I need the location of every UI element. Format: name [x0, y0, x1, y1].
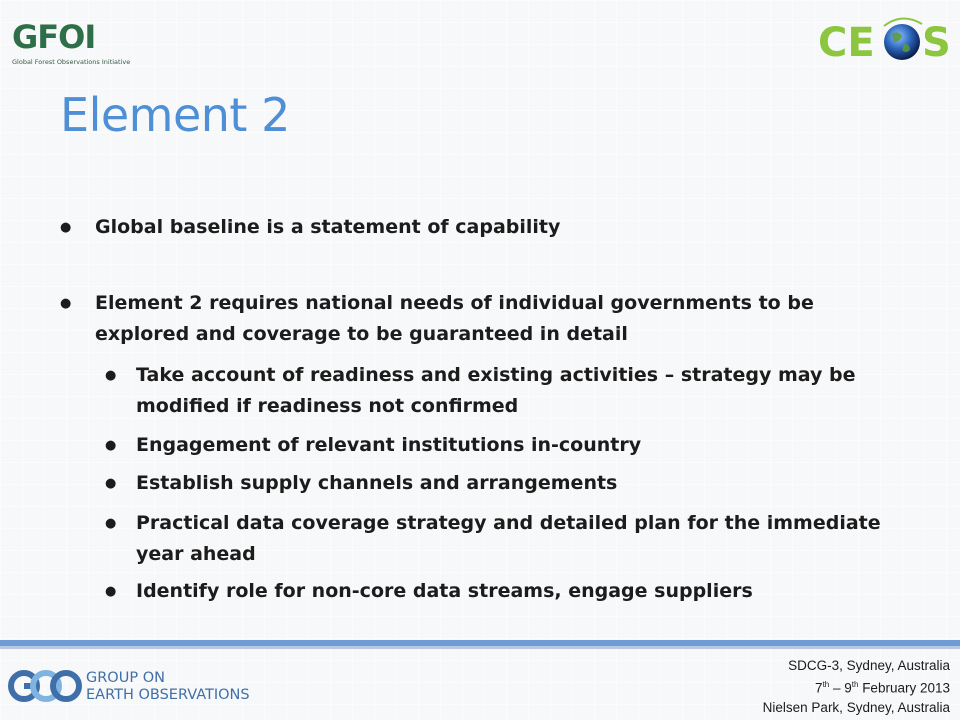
footer-divider-light: [0, 646, 960, 649]
subbullet-text: Engagement of relevant institutions in-country: [136, 434, 642, 456]
gfoi-logo-subtitle: Global Forest Observations Initiative: [12, 58, 131, 66]
footer-line-3: Nielsen Park, Sydney, Australia: [762, 699, 950, 715]
subbullet-item: [105, 360, 916, 422]
subbullet-item: [105, 576, 916, 607]
subbullet-text: Establish supply channels and arrangements: [136, 472, 618, 494]
svg-text:S: S: [922, 20, 948, 66]
bullet-item: [60, 288, 855, 350]
subbullet-item: [105, 508, 916, 570]
ceos-logo-graphic: [818, 14, 948, 70]
footer-event-info: [763, 656, 950, 717]
slide-title: Element 2: [60, 88, 290, 142]
footer-line-1: SDCG-3, Sydney, Australia: [788, 658, 950, 673]
ceos-logo: [818, 14, 948, 70]
subbullet-text: Identify role for non-core data streams, engage suppliers: [136, 580, 753, 602]
footer-line-2: [763, 675, 950, 698]
bullet-icon: ●: [60, 220, 72, 235]
bullet-icon: ●: [105, 438, 117, 453]
subbullet-item: [105, 468, 916, 499]
svg-text:CE: CE: [818, 20, 875, 66]
geo-logo-line1: GROUP ON: [86, 670, 165, 686]
footer-date-start: 7: [815, 680, 823, 696]
bullet-icon: ●: [60, 296, 72, 311]
geo-logo: [8, 664, 248, 710]
footer-date-start-suffix: th: [822, 680, 830, 689]
bullet-text: Global baseline is a statement of capability: [95, 216, 561, 238]
subbullet-text: Take account of readiness and existing activities – strategy may be modified if readiness not confirmed: [136, 364, 856, 417]
bullet-item: [60, 212, 855, 243]
bullet-icon: ●: [105, 368, 117, 383]
footer-date-end: – 9: [829, 680, 852, 696]
footer-date-month: February 2013: [858, 680, 950, 696]
subbullet-item: [105, 430, 916, 461]
bullet-icon: ●: [105, 516, 117, 531]
geo-logo-graphic: [8, 666, 82, 706]
bullet-icon: ●: [105, 476, 117, 491]
footer-date-end-suffix: th: [851, 680, 859, 689]
subbullet-text: Practical data coverage strategy and detailed plan for the immediate year ahead: [136, 512, 881, 565]
gfoi-logo: [12, 16, 131, 68]
geo-logo-line2: EARTH OBSERVATIONS: [86, 687, 250, 703]
bullet-icon: ●: [105, 584, 117, 599]
gfoi-logo-word: GFOI: [12, 18, 96, 56]
bullet-text: Element 2 requires national needs of individual governments to be explored and coverage to be guaranteed in detail: [95, 292, 814, 345]
geo-logo-text: [86, 670, 250, 704]
